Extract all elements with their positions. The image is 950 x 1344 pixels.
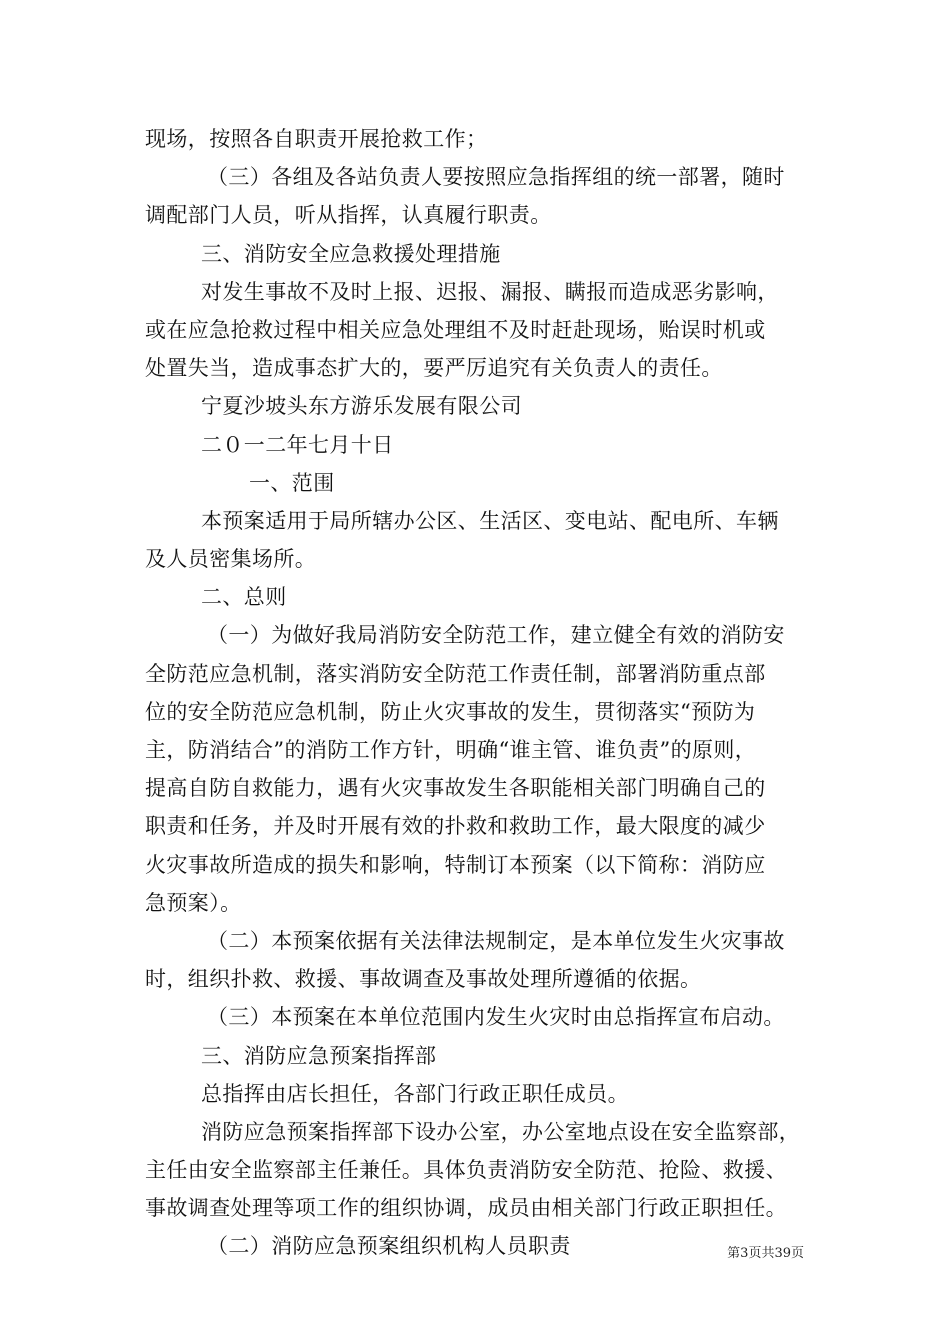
paragraph-line: 时，组织扑救、救援、事故调查及事故处理所遵循的依据。 [145, 967, 702, 992]
paragraph-line: 急预案）。 [145, 890, 242, 915]
paragraph-line: （一）为做好我局消防安全防范工作，建立健全有效的消防安 [207, 623, 785, 648]
paragraph-line: 事故调查处理等项工作的组织协调，成员由相关部门行政正职担任。 [145, 1196, 787, 1221]
paragraph-line: （三）各组及各站负责人要按照应急指挥组的统一部署，随时 [207, 165, 785, 190]
paragraph-line: 及人员密集场所。 [145, 547, 317, 572]
paragraph-line: 主，防消结合”的消防工作方针，明确“谁主管、谁负责”的原则， [145, 738, 757, 762]
paragraph-line: 消防应急预案指挥部下设办公室，办公室地点设在安全监察部， [201, 1119, 801, 1144]
paragraph-line: 位的安全防范应急机制，防止火灾事故的发生，贯彻落实“预防为 [145, 699, 756, 724]
section-heading: 三、消防安全应急救援处理措施 [201, 241, 501, 266]
section-heading: 二、总则 [201, 585, 287, 610]
section-heading: 三、消防应急预案指挥部 [201, 1043, 437, 1068]
paragraph-line: 火灾事故所造成的损失和影响，特制订本预案（以下简称：消防应 [145, 852, 766, 877]
paragraph-line: 提高自防自救能力，遇有火灾事故发生各职能相关部门明确自己的 [145, 776, 766, 801]
paragraph-line: 主任由安全监察部主任兼任。具体负责消防安全防范、抢险、救援、 [145, 1158, 787, 1183]
page-number-footer: 第3页共39页 [727, 1246, 804, 1261]
paragraph-line: 对发生事故不及时上报、迟报、漏报、瞒报而造成恶劣影响， [201, 279, 779, 304]
paragraph-line: 现场，按照各自职责开展抢救工作； [145, 127, 488, 151]
paragraph-line: 处置失当，造成事态扩大的，要严厉追究有关负责人的责任。 [145, 356, 723, 381]
document-body [145, 120, 815, 1266]
section-heading: 一、范围 [249, 470, 335, 495]
company-name: 宁夏沙坡头东方游乐发展有限公司 [201, 394, 522, 419]
paragraph-line: 全防范应急机制，落实消防安全防范工作责任制，部署消防重点部 [145, 661, 766, 686]
paragraph-line: 总指挥由店长担任，各部门行政正职任成员。 [201, 1081, 629, 1106]
paragraph-line: 职责和任务，并及时开展有效的扑救和救助工作，最大限度的减少 [145, 814, 766, 839]
paragraph-line: （三）本预案在本单位范围内发生火灾时由总指挥宣布启动。 [207, 1005, 785, 1030]
subsection-heading: （二）消防应急预案组织机构人员职责 [207, 1234, 571, 1259]
paragraph-line: 或在应急抢救过程中相关应急处理组不及时赶赴现场，贻误时机或 [145, 317, 766, 342]
document-date: 二０一二年七月十日 [201, 432, 394, 457]
paragraph-line: 本预案适用于局所辖办公区、生活区、变电站、配电所、车辆 [201, 508, 779, 533]
paragraph-line: （二）本预案依据有关法律法规制定，是本单位发生火灾事故 [207, 928, 785, 953]
paragraph-line: 调配部门人员，听从指挥，认真履行职责。 [145, 203, 552, 228]
